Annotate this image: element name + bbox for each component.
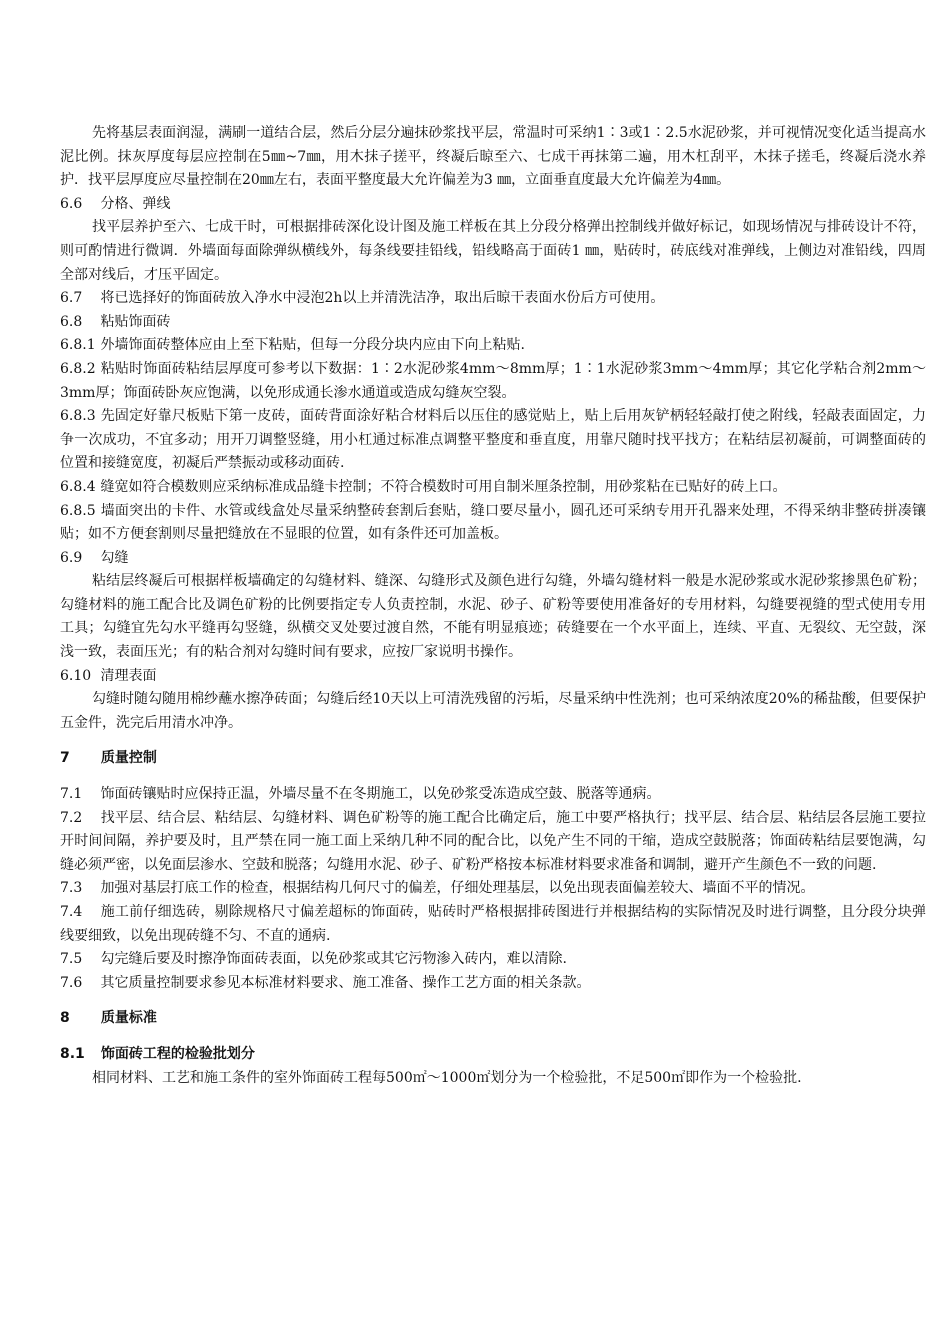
item-6-8-3 bbox=[60, 405, 926, 476]
item-7-4 bbox=[60, 901, 926, 948]
heading-title: 分格、弹线 bbox=[100, 195, 171, 212]
item-text: 找平层、结合层、粘结层、勾缝材料、调色矿粉等的施工配合比确定后，施工中要严格执行；找平层、结合层、粘结层各层施工要拉开时间间隔，养护要及时，且严禁在同一施工面上采纳几种不同的配合比，以免产生不同的干缩，造成空鼓脱落；饰面砖粘结层要饱满，勾缝必须严密，以免面层渗水、空鼓和脱落；勾缝用水泥、砂子、矿粉严格按本标准材料要求准备和调制，避开产生颜色不一致的问题. bbox=[60, 809, 926, 873]
item-number: 7.2 bbox=[60, 809, 83, 826]
item-text: 施工前仔细选砖，剔除规格尺寸偏差超标的饰面砖，贴砖时严格根据排砖图进行并根据结构的实际情况及时进行调整，且分段分块弹线要细致，以免出现砖缝不匀、不直的通病. bbox=[60, 904, 926, 944]
item-7-2 bbox=[60, 807, 926, 878]
item-7-5 bbox=[60, 948, 926, 972]
item-6-8-5 bbox=[60, 500, 926, 547]
heading-number: 6.9 bbox=[60, 549, 83, 566]
item-number: 6.8.2 bbox=[60, 360, 96, 377]
item-number: 6.8.1 bbox=[60, 337, 96, 354]
paragraph-intro: 先将基层表面润湿，满刷一道结合层，然后分层分遍抹砂浆找平层，常温时可采纳1∶3或1∶2.5水泥砂浆，并可视情况变化适当提高水泥比例。抹灰厚度每层应控制在5㎜~7㎜，用木抹子搓平，终凝后晾至六、七成干再抹第二遍，用木杠刮平，木抹子搓毛，终凝后浇水养护．找平层厚度应尽量控制在20㎜左右，表面平整度最大允许偏差为3 ㎜，立面垂直度最大允许偏差为4㎜。 bbox=[60, 125, 926, 189]
item-6-8-2 bbox=[60, 358, 926, 405]
heading-6-9 bbox=[60, 547, 926, 571]
item-number: 6.8.5 bbox=[60, 502, 96, 519]
item-text: 外墙饰面砖整体应由上至下粘贴，但每一分段分块内应由下向上粘贴. bbox=[100, 337, 525, 354]
section-number: 7 bbox=[60, 750, 70, 767]
section-title: 质量标准 bbox=[100, 1010, 157, 1027]
heading-title: 将已选择好的饰面砖放入净水中浸泡2h以上并清洗洁净，取出后晾干表面水份后方可使用。 bbox=[100, 290, 665, 307]
paragraph-6-9: 粘结层终凝后可根据样板墙确定的勾缝材料、缝深、勾缝形式及颜色进行勾缝，外墙勾缝材料一般是水泥砂浆或水泥砂浆掺黑色矿粉；勾缝材料的施工配合比及调色矿粉的比例要指定专人负责控制，水泥、砂子、矿粉等要使用准备好的专用材料，勾缝要视缝的型式使用专用工具；勾缝宜先勾水平缝再勾竖缝，纵横交叉处要过渡自然，不能有明显痕迹；砖缝要在一个水平面上，连续、平直、无裂纹、无空鼓，深浅一致，表面压光；有的粘合剂对勾缝时间有要求，应按厂家说明书操作。 bbox=[60, 573, 926, 661]
heading-number: 8.1 bbox=[60, 1045, 85, 1062]
section-title: 质量控制 bbox=[100, 750, 157, 767]
item-text: 先固定好靠尺板贴下第一皮砖，面砖背面涂好粘合材料后以压住的感觉贴上，贴上后用灰铲柄轻轻敲打使之附线，轻敲表面固定，力争一次成功，不宜多动；用开刀调整竖缝，用小杠通过标准点调整平整度和垂直度，用靠尺随时找平找方；在粘结层初凝前，可调整面砖的位置和接缝宽度，初凝后严禁振动或移动面砖. bbox=[60, 408, 926, 472]
heading-title: 饰面砖工程的检验批划分 bbox=[100, 1045, 255, 1062]
item-number: 7.4 bbox=[60, 904, 83, 920]
item-number: 7.3 bbox=[60, 880, 83, 897]
item-text: 墙面突出的卡件、水管或线盒处尽量采纳整砖套割后套贴，缝口要尽量小，圆孔还可采纳专用开孔器来处理，不得采纳非整砖拼凑镶贴；如不方便套割则尽量把缝放在不显眼的位置，如有条件还可加盖板。 bbox=[60, 502, 926, 543]
document-page bbox=[60, 122, 926, 1090]
item-7-6 bbox=[60, 972, 926, 996]
heading-number: 6.7 bbox=[60, 290, 83, 307]
item-text: 粘贴时饰面砖粘结层厚度可参考以下数据：1∶2水泥砂浆4mm～8mm厚；1∶1水泥砂浆3mm～4mm厚；其它化学粘合剂2mm～3mm厚；饰面砖卧灰应饱满，以免形成通长渗水通道或造成勾缝灰空裂。 bbox=[60, 360, 927, 401]
item-number: 7.5 bbox=[60, 951, 83, 968]
item-number: 6.8.4 bbox=[60, 478, 96, 495]
item-7-1 bbox=[60, 783, 926, 807]
heading-title: 粘贴饰面砖 bbox=[100, 313, 171, 330]
paragraph-8-1: 相同材料、工艺和施工条件的室外饰面砖工程每500㎡～1000㎡划分为一个检验批，不足500㎡即作为一个检验批. bbox=[92, 1069, 802, 1086]
item-text: 勾完缝后要及时擦净饰面砖表面，以免砂浆或其它污物渗入砖内，难以清除. bbox=[100, 951, 567, 968]
paragraph-6-10: 勾缝时随勾随用棉纱蘸水擦净砖面；勾缝后经10天以上可清洗残留的污垢，尽量采纳中性洗剂；也可采纳浓度20%的稀盐酸，但要保护五金件，洗完后用清水冲净。 bbox=[60, 691, 926, 731]
item-6-8-1 bbox=[60, 334, 926, 358]
heading-8-1 bbox=[60, 1043, 926, 1067]
item-text: 其它质量控制要求参见本标准材料要求、施工准备、操作工艺方面的相关条款。 bbox=[100, 974, 591, 991]
item-text: 饰面砖镶贴时应保持正温，外墙尽量不在冬期施工，以免砂浆受冻造成空鼓、脱落等通病。 bbox=[100, 786, 661, 803]
item-text: 缝宽如符合模数则应采纳标准成品缝卡控制；不符合模数时可用自制米厘条控制，用砂浆粘在已贴好的砖上口。 bbox=[100, 478, 787, 495]
heading-6-10 bbox=[60, 665, 926, 689]
heading-6-6 bbox=[60, 193, 926, 217]
heading-number: 6.6 bbox=[60, 195, 83, 212]
item-7-3 bbox=[60, 877, 926, 901]
item-6-8-4 bbox=[60, 476, 926, 500]
heading-6-8 bbox=[60, 311, 926, 335]
item-number: 7.1 bbox=[60, 786, 83, 803]
paragraph-6-6: 找平层养护至六、七成干时，可根据排砖深化设计图及施工样板在其上分段分格弹出控制线并做好标记，如现场情况与排砖设计不符，则可酌情进行微调．外墙面每面除弹纵横线外，每条线要挂铅线，铅线略高于面砖1 ㎜，贴砖时，砖底线对准弹线，上侧边对准铅线，四周全部对线后，才压平固定。 bbox=[60, 219, 926, 283]
section-number: 8 bbox=[60, 1010, 70, 1027]
item-number: 6.8.3 bbox=[60, 408, 96, 425]
heading-6-7 bbox=[60, 287, 926, 311]
section-heading-8 bbox=[60, 1007, 926, 1031]
item-number: 7.6 bbox=[60, 974, 83, 991]
heading-title: 清理表面 bbox=[100, 667, 157, 684]
heading-number: 6.10 bbox=[60, 667, 92, 684]
item-text: 加强对基层打底工作的检查，根据结构几何尺寸的偏差，仔细处理基层，以免出现表面偏差较大、墙面不平的情况。 bbox=[100, 880, 815, 897]
heading-number: 6.8 bbox=[60, 313, 83, 330]
heading-title: 勾缝 bbox=[100, 549, 129, 566]
section-heading-7 bbox=[60, 747, 926, 771]
